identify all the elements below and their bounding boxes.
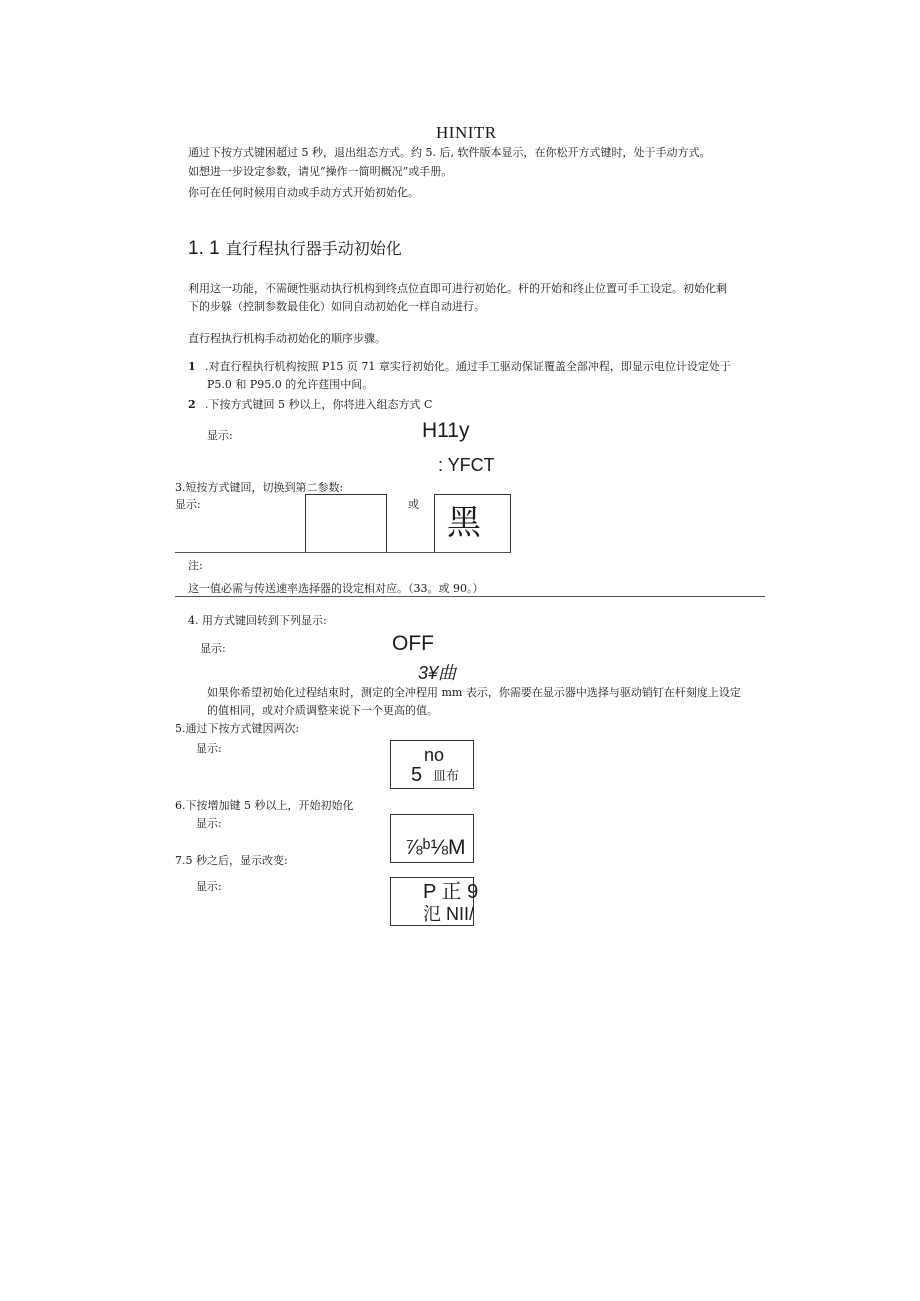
display-label-step6: 显示: <box>196 817 222 830</box>
intro-line-3: 你可在任何时候用自动或手动方式开始初始化。 <box>188 186 419 199</box>
step1-number: 1 <box>188 360 196 373</box>
step1-line-2: P5.0 和 P95.0 的允许莛围中间。 <box>207 378 374 391</box>
para1-line-1: 利用这一功能，不需硬性驱动执行机构到终点位直即可进行初始化。杆的开始和终止位置可手工设定。初始化剩 <box>188 282 727 295</box>
page-title: HINITR <box>436 123 497 142</box>
section-number: 1. 1 <box>188 238 220 259</box>
display2-line-1: H11y <box>422 419 470 442</box>
display4-line-2: 3¥曲 <box>418 663 457 683</box>
or-label: 或 <box>408 498 419 511</box>
display5-bottom-number: 5 <box>411 764 423 786</box>
intro-line-2: 如想进一步设定参数，请见“操作一简明概况”或手册。 <box>188 165 453 178</box>
display-label-step4: 显示: <box>200 642 226 655</box>
display7-line-2: 氾 NII/ <box>423 904 475 924</box>
section-heading <box>188 236 402 260</box>
display-glyph: 黑 <box>447 503 481 543</box>
intro-line-1: 通过下按方式键困超过 5 秒，退出组态方式。约 5. 后, 软件版本显示，在你松开方式键时，处于手动方式。 <box>188 146 711 159</box>
para2: 直行程执行机构手动初始化的顺序步骤。 <box>188 332 386 345</box>
display-box-step6 <box>390 814 474 863</box>
display-label-step7: 显示: <box>196 880 222 893</box>
display-label-step3: 显示: <box>175 498 201 511</box>
step2-text: .下按方式键回 5 秒以上，你将进入组态方式 C <box>205 398 433 411</box>
section-title: 直行程执行器手动初始化 <box>225 239 402 258</box>
note-divider <box>175 596 765 597</box>
step2-number: 2 <box>188 398 196 411</box>
display5-bottom-text: 皿布 <box>433 769 460 784</box>
display6: ⅞ᵇ⅛M <box>405 836 466 859</box>
note-label: 注: <box>188 559 203 572</box>
step7-text: 7.5 秒之后，显示改变: <box>175 854 288 867</box>
step5-text: 5.通过下按方式键因两次: <box>175 722 300 735</box>
step6-text: 6.下按增加键 5 秒以上，开始初始化 <box>175 799 354 812</box>
step3-text: 3.短按方式键回，切换到第二参数: <box>175 481 344 494</box>
display-box-step7 <box>390 877 479 926</box>
display4-line-1: OFF <box>392 632 434 655</box>
display7-line-1: P 正 9 <box>423 881 479 903</box>
display-label-step5: 显示: <box>196 742 222 755</box>
display-box-step5 <box>390 740 474 789</box>
display-label-step2: 显示: <box>207 429 233 442</box>
display-box-glyph <box>434 494 511 553</box>
para3-line-1: 如果你希望初始化过程结束时，测定的全冲程用 mm 表示，你需要在显示器中选择与驱动销钉在杆刻度上设定 <box>207 686 741 699</box>
display2-line-2: : YFCT <box>438 455 495 475</box>
display-box-empty <box>305 494 387 553</box>
step3-underline <box>175 552 511 553</box>
step4-text: 4. 用方式键回转到下列显示: <box>188 614 327 627</box>
para1-line-2: 下的步躲（控制参数最佳化）如同自动初始化一样自动进行。 <box>188 300 485 313</box>
display5-top: no <box>424 745 445 765</box>
para3-line-2: 的值相同，或对介质调整来说下一个更高的值。 <box>207 704 438 717</box>
note-text: 这一值必需与传送速率选择器的设定相对应。（33。或 90。） <box>188 582 484 595</box>
step1-line-1: .对直行程执行机构按照 P15 页 71 章实行初始化。通过手工驱动保证覆盖全部冲程，即显示电位计设定处于 <box>205 360 731 373</box>
